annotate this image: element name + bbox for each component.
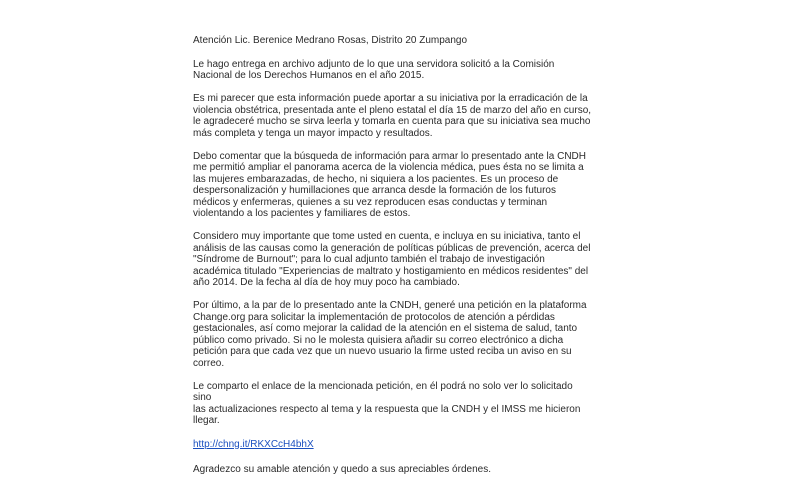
- paragraph-5: Por último, a la par de lo presentado ante la CNDH, generé una petición en la plataforma Change.org para solicitar la implementación de protocolos de atención a pérdidas gestacionales, así como mejorar la calidad de la atención en el sistema de salud, tanto público como privado. Si no le molesta quisiera añadir su correo electrónico a dicha petición para que cada vez que un nuevo usuario la firme usted reciba un aviso en su correo.: [193, 300, 587, 369]
- paragraph-3: Debo comentar que la búsqueda de información para armar lo presentado ante la CNDH me permitió ampliar el panorama acerca de la violencia médica, pues ésta no se limita a las mujeres embarazadas, de hecho, ni siquiera a los pacientes. Es un proceso de despersonalización y humillaciones que arranca desde la formación de los futuros médicos y enfermeras, quienes a su vez reproducen esas conductas y terminan violentando a los pacientes y familiares de estos.: [193, 150, 587, 220]
- paragraph-6: Le comparto el enlace de la mencionada petición, en él podrá no solo ver lo solicitado sino las actualizaciones respecto al tema y la respuesta que la CNDH y el IMSS me hicieron llegar.: [193, 380, 581, 427]
- paragraph-2: Es mi parecer que esta información puede aportar a su iniciativa por la erradicación de la violencia obstétrica, presentada ante el pleno estatal el día 15 de marzo del año en curso, le agradeceré mucho se sirva leerla y tomarla en cuenta para que su iniciativa sea mucho más completa y tenga un mayor impacto y resultados.: [193, 93, 592, 139]
- salutation: Atención Lic. Berenice Medrano Rosas, Distrito 20 Zumpango: [193, 35, 468, 46]
- paragraph-1: Le hago entrega en archivo adjunto de lo que una servidora solicitó a la Comisión Nacional de los Derechos Humanos en el año 2015.: [193, 58, 555, 81]
- letter-content: [193, 35, 593, 487]
- closing-line: Agradezco su amable atención y quedo a sus apreciables órdenes.: [193, 464, 491, 476]
- paragraph-4: Considero muy importante que tome usted en cuenta, e incluya en su iniciativa, tanto el análisis de las causas como la generación de políticas públicas de prevención, acerca del "Síndrome de Burnout"; para lo cual adjunto también el trabajo de investigación académica titulado "Experiencias de maltrato y hostigamiento en médicos residentes" del año 2014. De la fecha al día de hoy muy poco ha cambiado.: [193, 231, 591, 289]
- petition-link[interactable]: http://chng.it/RKXCcH4bhX: [193, 438, 314, 450]
